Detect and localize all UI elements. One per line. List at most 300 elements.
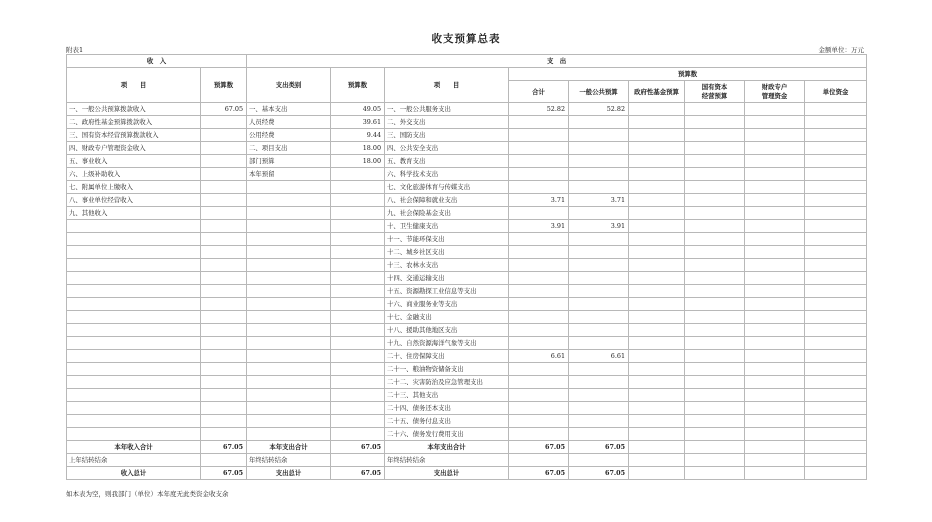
table-row	[67, 272, 867, 285]
table-cell	[805, 207, 867, 220]
currency-unit-label: 金额单位：万元	[818, 46, 864, 54]
table-cell	[331, 428, 385, 441]
table-cell	[805, 376, 867, 389]
table-cell	[201, 363, 247, 376]
table-cell	[509, 402, 569, 415]
table-cell	[629, 311, 685, 324]
table-row	[67, 389, 867, 402]
table-cell	[805, 272, 867, 285]
total-header: 合计	[509, 81, 569, 103]
table-cell	[201, 155, 247, 168]
table-cell	[805, 129, 867, 142]
table-cell: 八、社会保障和就业支出	[385, 194, 509, 207]
table-cell	[67, 376, 201, 389]
carryover-row	[67, 454, 867, 467]
table-cell	[201, 116, 247, 129]
table-cell	[67, 311, 201, 324]
table-row	[67, 298, 867, 311]
year-expense-label-2: 本年支出合计	[385, 441, 509, 454]
table-cell	[685, 181, 745, 194]
table-cell	[629, 337, 685, 350]
table-cell	[685, 116, 745, 129]
table-cell	[629, 207, 685, 220]
table-cell	[331, 207, 385, 220]
table-cell: 一、一般公共服务支出	[385, 103, 509, 116]
table-cell	[745, 116, 805, 129]
year-expense-value: 67.05	[331, 441, 385, 454]
table-row	[67, 116, 867, 129]
table-cell	[629, 142, 685, 155]
table-cell	[247, 272, 331, 285]
table-cell	[331, 233, 385, 246]
table-cell	[201, 272, 247, 285]
table-cell	[629, 350, 685, 363]
table-cell	[805, 259, 867, 272]
budget-summary-table	[66, 54, 867, 480]
table-cell	[331, 194, 385, 207]
table-cell: 十七、金融支出	[385, 311, 509, 324]
table-cell	[247, 207, 331, 220]
expense-category-header: 支出类别	[247, 68, 331, 103]
table-cell	[629, 298, 685, 311]
table-cell	[745, 272, 805, 285]
table-cell	[745, 259, 805, 272]
grand-total-row	[67, 467, 867, 480]
table-cell	[745, 155, 805, 168]
table-cell	[331, 181, 385, 194]
table-cell	[247, 415, 331, 428]
table-cell: 9.44	[331, 129, 385, 142]
budget-group-header: 预算数	[509, 68, 867, 81]
table-cell	[509, 233, 569, 246]
table-cell	[745, 415, 805, 428]
table-cell	[247, 389, 331, 402]
table-cell	[201, 181, 247, 194]
table-cell: 39.61	[331, 116, 385, 129]
year-expense-general: 67.05	[569, 441, 629, 454]
general-public-header: 一般公共预算	[569, 81, 629, 103]
table-cell	[247, 285, 331, 298]
table-cell: 二十二、灾害防治及应急管理支出	[385, 376, 509, 389]
table-cell	[569, 168, 629, 181]
yearend-label: 年终结转结余	[247, 454, 331, 467]
table-cell	[509, 389, 569, 402]
table-cell	[509, 181, 569, 194]
table-row	[67, 259, 867, 272]
table-cell	[509, 207, 569, 220]
table-cell	[569, 402, 629, 415]
table-cell	[67, 233, 201, 246]
table-row	[67, 350, 867, 363]
table-cell	[67, 428, 201, 441]
table-cell	[569, 363, 629, 376]
table-cell	[67, 324, 201, 337]
table-cell	[745, 181, 805, 194]
table-cell	[247, 324, 331, 337]
table-row	[67, 337, 867, 350]
table-cell: 二、外交支出	[385, 116, 509, 129]
table-cell	[685, 350, 745, 363]
table-cell	[685, 298, 745, 311]
table-cell	[331, 285, 385, 298]
table-cell	[67, 272, 201, 285]
table-cell	[745, 129, 805, 142]
table-cell	[67, 350, 201, 363]
table-cell: 十六、商业服务业等支出	[385, 298, 509, 311]
table-cell: 三、国有资本经营预算拨款收入	[67, 129, 201, 142]
table-cell: 二十一、粮油物资储备支出	[385, 363, 509, 376]
table-row	[67, 207, 867, 220]
table-cell: 3.91	[509, 220, 569, 233]
table-header	[67, 55, 867, 103]
table-body	[67, 103, 867, 441]
table-cell	[201, 337, 247, 350]
table-cell	[509, 363, 569, 376]
table-cell	[201, 142, 247, 155]
table-cell: 六、科学技术支出	[385, 168, 509, 181]
table-cell	[569, 246, 629, 259]
table-cell	[509, 142, 569, 155]
income-group-header: 收 入	[67, 55, 247, 68]
table-cell: 十二、城乡社区支出	[385, 246, 509, 259]
table-cell	[67, 285, 201, 298]
table-cell	[509, 376, 569, 389]
table-cell: 十四、交通运输支出	[385, 272, 509, 285]
table-cell	[805, 142, 867, 155]
table-cell	[745, 350, 805, 363]
table-cell	[629, 402, 685, 415]
table-cell	[745, 246, 805, 259]
table-cell	[685, 155, 745, 168]
table-cell	[569, 207, 629, 220]
table-cell	[201, 298, 247, 311]
table-cell	[685, 259, 745, 272]
table-cell	[509, 168, 569, 181]
special-fiscal-header: 财政专户 管理资金	[745, 81, 805, 103]
table-cell: 本年预留	[247, 168, 331, 181]
table-cell	[201, 350, 247, 363]
table-cell	[569, 129, 629, 142]
table-cell	[331, 376, 385, 389]
table-cell	[247, 337, 331, 350]
table-cell	[509, 259, 569, 272]
table-cell	[629, 155, 685, 168]
table-cell	[67, 220, 201, 233]
gov-fund-header: 政府性基金预算	[629, 81, 685, 103]
table-cell	[685, 389, 745, 402]
table-cell	[331, 324, 385, 337]
table-cell: 十、卫生健康支出	[385, 220, 509, 233]
table-cell: 二、政府性基金预算拨款收入	[67, 116, 201, 129]
table-row	[67, 363, 867, 376]
year-total-row	[67, 441, 867, 454]
table-cell	[685, 142, 745, 155]
table-cell	[629, 259, 685, 272]
table-cell	[331, 168, 385, 181]
table-row	[67, 181, 867, 194]
table-cell	[247, 220, 331, 233]
table-row	[67, 155, 867, 168]
table-cell	[569, 181, 629, 194]
table-cell	[509, 116, 569, 129]
table-cell	[685, 246, 745, 259]
table-cell	[247, 233, 331, 246]
table-cell	[745, 298, 805, 311]
table-cell: 十八、援助其他地区支出	[385, 324, 509, 337]
table-cell	[805, 311, 867, 324]
table-cell	[569, 155, 629, 168]
table-cell	[569, 233, 629, 246]
table-cell	[685, 402, 745, 415]
table-cell	[629, 428, 685, 441]
table-cell	[67, 363, 201, 376]
table-cell	[805, 285, 867, 298]
table-cell	[805, 181, 867, 194]
table-cell	[629, 116, 685, 129]
table-cell	[685, 207, 745, 220]
table-cell	[569, 298, 629, 311]
table-cell	[745, 311, 805, 324]
table-cell: 3.71	[509, 194, 569, 207]
table-cell	[805, 337, 867, 350]
table-cell	[745, 220, 805, 233]
table-cell	[247, 298, 331, 311]
table-cell	[805, 363, 867, 376]
table-cell	[569, 116, 629, 129]
table-cell	[569, 285, 629, 298]
table-cell	[247, 311, 331, 324]
table-cell	[685, 168, 745, 181]
table-cell	[331, 220, 385, 233]
table-cell	[331, 337, 385, 350]
table-cell	[805, 155, 867, 168]
table-cell	[201, 246, 247, 259]
table-cell	[509, 428, 569, 441]
table-cell	[247, 428, 331, 441]
table-cell	[201, 311, 247, 324]
table-cell	[685, 363, 745, 376]
table-cell: 二、项目支出	[247, 142, 331, 155]
table-cell	[247, 363, 331, 376]
table-cell	[201, 324, 247, 337]
table-cell: 18.00	[331, 142, 385, 155]
table-cell	[569, 259, 629, 272]
table-cell	[201, 415, 247, 428]
table-cell	[247, 350, 331, 363]
table-cell: 部门预算	[247, 155, 331, 168]
unit-fund-header: 单位资金	[805, 81, 867, 103]
year-income-value: 67.05	[201, 441, 247, 454]
table-cell: 67.05	[201, 103, 247, 116]
table-cell	[509, 246, 569, 259]
expense-item-header: 项 目	[385, 68, 509, 103]
table-cell	[745, 337, 805, 350]
table-cell	[509, 298, 569, 311]
table-cell	[685, 337, 745, 350]
table-cell	[805, 324, 867, 337]
table-cell	[629, 415, 685, 428]
table-row	[67, 311, 867, 324]
table-cell: 七、附属单位上缴收入	[67, 181, 201, 194]
table-row	[67, 220, 867, 233]
table-cell	[805, 194, 867, 207]
table-cell	[685, 415, 745, 428]
table-cell	[201, 376, 247, 389]
table-cell	[569, 389, 629, 402]
table-cell: 二十六、债务发行费用支出	[385, 428, 509, 441]
table-row	[67, 142, 867, 155]
table-row	[67, 168, 867, 181]
table-cell	[745, 402, 805, 415]
table-cell	[629, 168, 685, 181]
expense-total-label-2: 支出总计	[385, 467, 509, 480]
table-cell	[745, 142, 805, 155]
table-cell: 二十四、债务还本支出	[385, 402, 509, 415]
table-cell: 6.61	[569, 350, 629, 363]
table-cell	[569, 376, 629, 389]
table-cell: 二十五、债务付息支出	[385, 415, 509, 428]
table-cell	[201, 207, 247, 220]
table-cell	[509, 415, 569, 428]
table-cell	[247, 402, 331, 415]
year-expense-total: 67.05	[509, 441, 569, 454]
table-cell: 一、基本支出	[247, 103, 331, 116]
table-cell	[67, 246, 201, 259]
table-cell	[67, 415, 201, 428]
table-row	[67, 428, 867, 441]
table-cell	[67, 259, 201, 272]
table-cell	[67, 402, 201, 415]
attachment-label: 附表1	[66, 46, 84, 54]
table-cell	[685, 233, 745, 246]
table-cell: 人员经费	[247, 116, 331, 129]
table-cell	[805, 233, 867, 246]
table-cell	[201, 428, 247, 441]
table-cell	[805, 246, 867, 259]
expense-total-general: 67.05	[569, 467, 629, 480]
table-cell: 五、教育支出	[385, 155, 509, 168]
table-cell	[569, 311, 629, 324]
table-cell	[569, 324, 629, 337]
table-cell: 四、财政专户管理资金收入	[67, 142, 201, 155]
table-cell	[331, 363, 385, 376]
table-cell	[685, 376, 745, 389]
income-total-value: 67.05	[201, 467, 247, 480]
table-cell: 52.82	[569, 103, 629, 116]
table-cell	[509, 311, 569, 324]
table-cell	[67, 337, 201, 350]
table-cell	[805, 116, 867, 129]
table-cell	[685, 428, 745, 441]
table-cell	[629, 233, 685, 246]
table-cell	[629, 376, 685, 389]
table-cell: 公用经费	[247, 129, 331, 142]
table-cell	[745, 207, 805, 220]
table-cell	[509, 285, 569, 298]
table-cell	[331, 272, 385, 285]
table-cell	[247, 376, 331, 389]
table-cell	[331, 259, 385, 272]
table-cell	[629, 272, 685, 285]
year-income-label: 本年收入合计	[67, 441, 201, 454]
table-cell: 十一、节能环保支出	[385, 233, 509, 246]
table-cell	[629, 324, 685, 337]
table-cell	[685, 324, 745, 337]
table-cell: 六、上级补助收入	[67, 168, 201, 181]
table-cell	[201, 233, 247, 246]
table-cell: 九、社会保险基金支出	[385, 207, 509, 220]
table-cell	[745, 233, 805, 246]
table-cell	[509, 324, 569, 337]
income-budget-header: 预算数	[201, 68, 247, 103]
table-row	[67, 324, 867, 337]
table-cell	[569, 428, 629, 441]
year-expense-label: 本年支出合计	[247, 441, 331, 454]
table-row	[67, 285, 867, 298]
table-cell	[201, 220, 247, 233]
table-cell	[331, 298, 385, 311]
table-cell	[201, 259, 247, 272]
table-cell	[569, 272, 629, 285]
table-cell: 3.71	[569, 194, 629, 207]
table-row	[67, 103, 867, 116]
expense-total-value: 67.05	[331, 467, 385, 480]
table-cell: 十五、资源勘探工业信息等支出	[385, 285, 509, 298]
table-cell: 6.61	[509, 350, 569, 363]
table-cell	[629, 389, 685, 402]
expense-category-budget-header: 预算数	[331, 68, 385, 103]
expense-total-label: 支出总计	[247, 467, 331, 480]
table-cell	[67, 389, 201, 402]
table-cell: 十三、农林水支出	[385, 259, 509, 272]
table-cell	[201, 285, 247, 298]
table-cell	[509, 129, 569, 142]
table-cell: 七、文化旅游体育与传媒支出	[385, 181, 509, 194]
table-cell	[201, 194, 247, 207]
table-cell	[201, 402, 247, 415]
table-cell	[509, 337, 569, 350]
table-cell	[629, 194, 685, 207]
footnote: 如本表为空，则我部门（单位）本年度无此类资金收支余	[66, 490, 229, 498]
table-row	[67, 194, 867, 207]
table-cell	[685, 272, 745, 285]
table-cell	[745, 376, 805, 389]
table-row	[67, 376, 867, 389]
table-cell: 52.82	[509, 103, 569, 116]
carryover-label: 上年结转结余	[67, 454, 201, 467]
table-row	[67, 246, 867, 259]
table-totals	[67, 441, 867, 480]
table-cell	[331, 402, 385, 415]
table-cell: 49.05	[331, 103, 385, 116]
table-cell	[331, 246, 385, 259]
table-cell	[331, 350, 385, 363]
table-cell	[247, 194, 331, 207]
table-row	[67, 233, 867, 246]
table-cell	[745, 285, 805, 298]
table-cell	[331, 389, 385, 402]
table-row	[67, 129, 867, 142]
table-cell	[629, 103, 685, 116]
page-title: 收支预算总表	[431, 33, 501, 45]
table-cell	[247, 246, 331, 259]
table-cell	[805, 298, 867, 311]
table-cell	[201, 389, 247, 402]
table-cell	[201, 129, 247, 142]
table-cell	[745, 103, 805, 116]
table-cell	[629, 181, 685, 194]
table-cell	[805, 389, 867, 402]
